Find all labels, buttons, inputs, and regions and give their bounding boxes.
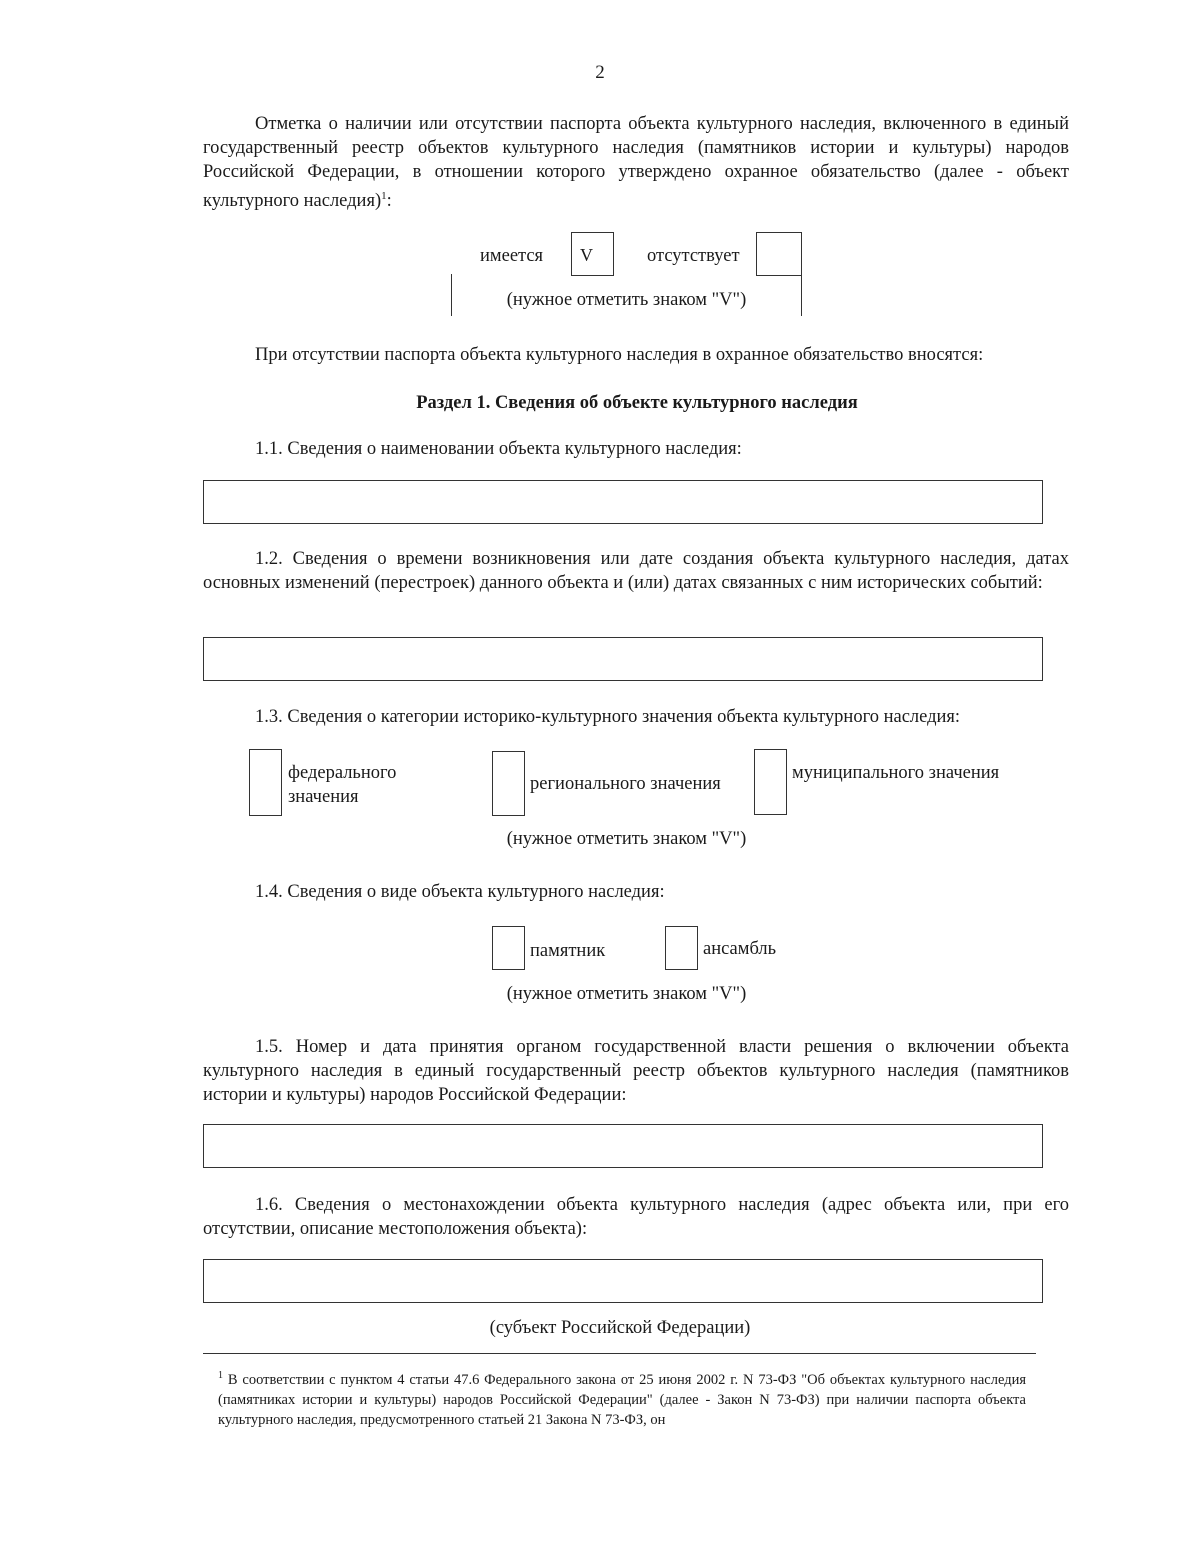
footnote-mark: 1	[381, 190, 387, 202]
item-1-2-label: 1.2. Сведения о времени возникновения или дате создания объекта культурного наследия, датах основных изменений (перестроек) данного объекта и (или) датах связанных с ним исторических событий:	[203, 549, 1069, 593]
page-number: 2	[595, 62, 605, 83]
absence-paragraph: При отсутствии паспорта объекта культурного наследия в охранное обязательство вносятся:	[255, 345, 984, 365]
absent-passport-checkbox[interactable]	[756, 232, 802, 276]
item-1-2-field[interactable]	[203, 637, 1043, 681]
federal-label	[288, 761, 396, 809]
monument-label: памятник	[530, 941, 606, 961]
footnote-separator	[203, 1353, 1036, 1354]
footnote-body: В соответствии с пунктом 4 статьи 47.6 Федерального закона от 25 июня 2002 г. N 73-ФЗ "Об объектах культурного наследия (памятниках истории и культуры) народов Российской Федерации" (далее - Закон N 73-ФЗ) при наличии паспорта объекта культурного наследия, предусмотренного статьей 21 Закона N 73-ФЗ, он	[218, 1371, 1026, 1428]
footnote-number: 1	[218, 1370, 223, 1381]
item-1-1-field[interactable]	[203, 480, 1043, 524]
intro-paragraph	[203, 112, 1069, 213]
federal-label-line2: значения	[288, 787, 359, 807]
ensemble-checkbox[interactable]	[665, 926, 698, 970]
kind-hint: (нужное отметить знаком "V")	[506, 984, 747, 1004]
category-hint: (нужное отметить знаком "V")	[506, 829, 747, 849]
item-1-5-field[interactable]	[203, 1124, 1043, 1168]
ensemble-label: ансамбль	[703, 939, 777, 959]
item-1-1-label: 1.1. Сведения о наименовании объекта культурного наследия:	[255, 439, 742, 459]
federal-checkbox[interactable]	[249, 749, 282, 816]
monument-checkbox[interactable]	[492, 926, 525, 970]
item-1-5-label: 1.5. Номер и дата принятия органом государственной власти решения о включении объекта культурного наследия в единый государственный реестр объектов культурного наследия (памятников истории и культуры) народов Российской Федерации:	[203, 1037, 1069, 1105]
regional-checkbox[interactable]	[492, 751, 525, 816]
has-passport-checkbox[interactable]	[571, 232, 614, 276]
absent-passport-label: отсутствует	[647, 246, 740, 266]
municipal-checkbox[interactable]	[754, 749, 787, 815]
regional-label: регионального значения	[530, 774, 721, 794]
intro-text: Отметка о наличии или отсутствии паспорта объекта культурного наследия, включенного в единый государственный реестр объектов культурного наследия (памятников истории и культуры) народов Российской Федерации, в отношении которого утверждено охранное обязательство (далее - объект культурного наследия)	[203, 114, 1069, 212]
has-passport-check-mark: V	[580, 245, 593, 265]
item-1-4-label: 1.4. Сведения о виде объекта культурного наследия:	[255, 882, 665, 902]
passport-hint: (нужное отметить знаком "V")	[506, 290, 747, 310]
subject-caption: (субъект Российской Федерации)	[489, 1318, 751, 1338]
municipal-label: муниципального значения	[792, 763, 1000, 783]
intro-colon: :	[386, 191, 392, 212]
item-1-6-label: 1.6. Сведения о местонахождении объекта культурного наследия (адрес объекта или, при его отсутствии, описание местоположения объекта):	[203, 1195, 1069, 1239]
has-passport-label: имеется	[480, 246, 544, 266]
federal-label-line1: федерального	[288, 763, 397, 783]
section-title: Раздел 1. Сведения об объекте культурного наследия	[416, 393, 858, 413]
item-1-3-label: 1.3. Сведения о категории историко-культурного значения объекта культурного наследия:	[255, 707, 961, 727]
footnote-text	[218, 1366, 1026, 1430]
item-1-6-field[interactable]	[203, 1259, 1043, 1303]
